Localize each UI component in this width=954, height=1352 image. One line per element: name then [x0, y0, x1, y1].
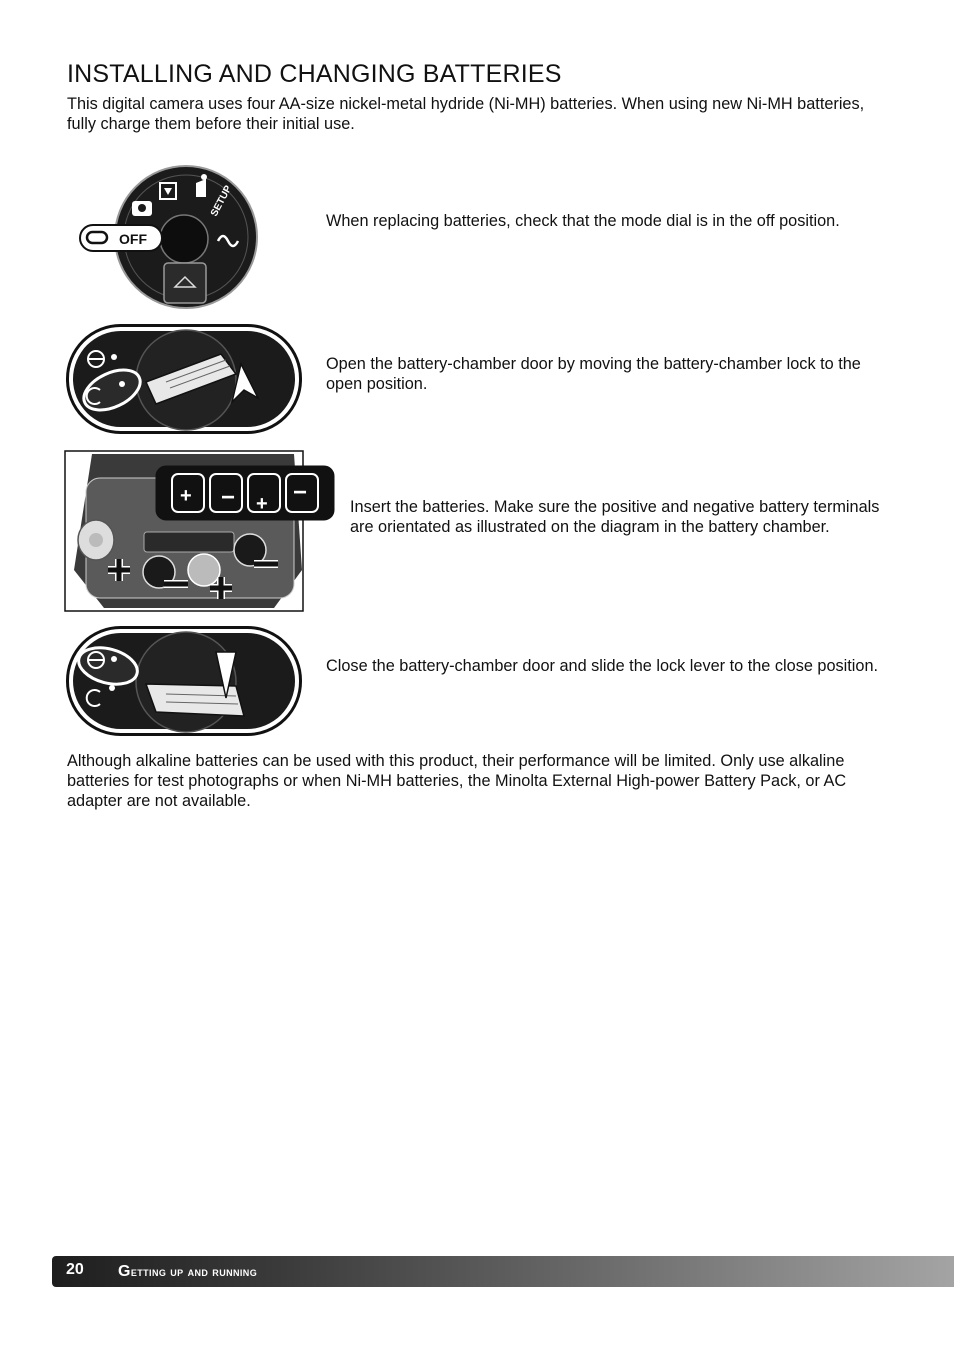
setup-mode-label: SETUP	[208, 183, 235, 219]
svg-text:+: +	[180, 485, 192, 507]
camera-mode-icon	[132, 201, 152, 216]
svg-text:−: −	[293, 479, 308, 506]
battery-cell	[78, 520, 114, 560]
step-4-text: Close the battery-chamber door and slide the lock lever to the close position.	[326, 657, 879, 675]
alkaline-note: Although alkaline batteries can be used with this product, their performance will be limited. Only use alkaline batteries for test photographs or when Ni-MH batteries, the Minolta External High-power Battery Pack, or AC adapter are not available.	[67, 752, 847, 810]
off-position-label: OFF	[119, 231, 147, 247]
page-number: 20	[66, 1261, 84, 1278]
step-1-text: When replacing batteries, check that the mode dial is in the off position.	[326, 212, 840, 230]
mode-dial-figure	[78, 165, 260, 310]
step-2-text: Open the battery-chamber door by moving the battery-chamber lock to the open position.	[326, 355, 861, 393]
lock-slider[interactable]	[146, 684, 244, 716]
footer-bar	[52, 1256, 954, 1287]
battery-lock-open-figure	[66, 324, 302, 434]
intro-paragraph: This digital camera uses four AA-size nickel-metal hydride (Ni-MH) batteries. When using new Ni-MH batteries, fully charge them before their initial use.	[67, 95, 865, 133]
battery-chamber-figure	[64, 450, 336, 612]
battery-orientation-diagram	[156, 466, 334, 520]
svg-text:+: +	[256, 493, 268, 515]
step-3-text: Insert the batteries. Make sure the positive and negative battery terminals are orientated as illustrated on the diagram in the battery chamber.	[350, 498, 880, 536]
svg-text:−: −	[221, 484, 236, 511]
battery-lock-close-figure	[66, 626, 302, 736]
page-title: INSTALLING AND CHANGING BATTERIES	[67, 60, 562, 88]
section-title: getting up and running	[118, 1263, 258, 1280]
